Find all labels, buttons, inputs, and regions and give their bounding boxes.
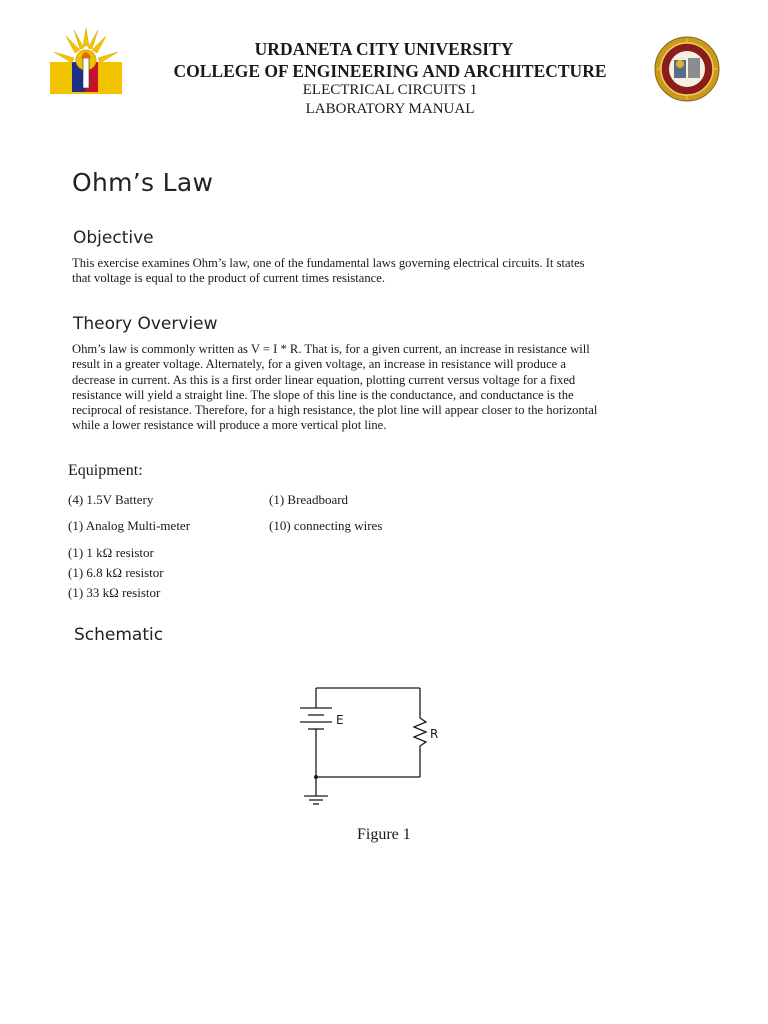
equipment-item: (1) Analog Multi-meter bbox=[68, 518, 191, 533]
equipment-item: (1) Breadboard bbox=[269, 492, 349, 507]
theory-line: resistance will yield a straight line. The slope of this line is the conductance, and conductance is the bbox=[72, 387, 574, 402]
equipment-item: (4) 1.5V Battery bbox=[68, 492, 154, 507]
theory-heading: Theory Overview bbox=[73, 314, 218, 334]
figure-caption: Figure 1 bbox=[357, 826, 411, 843]
theory-paragraph bbox=[72, 342, 706, 434]
equipment-heading: Equipment: bbox=[68, 462, 143, 479]
source-label: E bbox=[336, 713, 344, 727]
resistor-label: R bbox=[430, 727, 439, 741]
objective-line: that voltage is equal to the product of current times resistance. bbox=[72, 271, 385, 286]
objective-paragraph bbox=[72, 256, 706, 287]
manual-label: LABORATORY MANUAL bbox=[305, 101, 475, 117]
circuit-diagram bbox=[296, 680, 446, 810]
resistor-item: (1) 1 kΩ resistor bbox=[68, 545, 154, 560]
circuit-schematic bbox=[296, 680, 446, 810]
theory-line: while a lower resistance will produce a more vertical plot line. bbox=[72, 418, 387, 433]
university-name: URDANETA CITY UNIVERSITY bbox=[254, 39, 514, 59]
theory-line: result in a greater voltage. Alternately, for a given voltage, an increase in resistance will produce a bbox=[72, 357, 566, 372]
equipment-item: (10) connecting wires bbox=[269, 518, 383, 533]
schematic-heading: Schematic bbox=[74, 625, 164, 645]
course-name: ELECTRICAL CIRCUITS 1 bbox=[302, 82, 478, 98]
page-title: Ohm’s Law bbox=[72, 168, 214, 197]
theory-line: reciprocal of resistance. Therefore, for a high resistance, the plot line will appear closer to the horizontal bbox=[72, 403, 598, 418]
resistor-item: (1) 6.8 kΩ resistor bbox=[68, 565, 164, 580]
college-name: COLLEGE OF ENGINEERING AND ARCHITECTURE bbox=[173, 61, 607, 81]
objective-heading: Objective bbox=[73, 228, 154, 248]
theory-line: Ohm’s law is commonly written as V = I * R. That is, for a given current, an increase in resistance will bbox=[72, 342, 590, 356]
theory-line: decrease in current. As this is a first order linear equation, plotting current versus voltage for a fixed bbox=[72, 372, 576, 387]
objective-line: This exercise examines Ohm’s law, one of the fundamental laws governing electrical circuits. It states bbox=[72, 256, 585, 270]
resistor-item: (1) 33 kΩ resistor bbox=[68, 585, 161, 600]
